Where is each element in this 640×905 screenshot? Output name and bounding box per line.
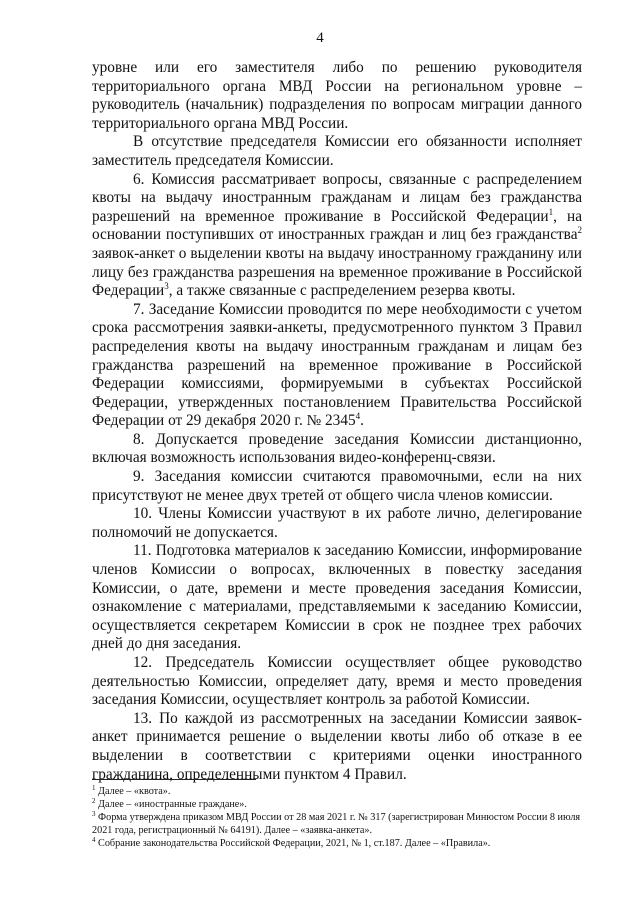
paragraph-item-6 (92, 171, 582, 301)
footnotes-section (92, 785, 582, 850)
footnote-divider (92, 779, 256, 780)
footnote-2 (92, 798, 582, 811)
footnote-ref: 3 (164, 281, 169, 292)
document-body (92, 59, 582, 784)
footnote-mark: 1 (92, 784, 96, 792)
page-number: 4 (316, 30, 324, 46)
paragraph-item-7 (92, 301, 582, 431)
footnote-4 (92, 837, 582, 850)
paragraph-item-12: 12. Председатель Комиссии осуществляет общее руководство деятельностью Комиссии, определяет дату, время и место проведения заседания Комиссии, осуществляет контроль за работой Комиссии. (92, 654, 582, 709)
footnote-text: Далее – «иностранные граждане». (95, 799, 247, 810)
footnote-mark: 4 (92, 836, 96, 844)
paragraph-text: , на основании поступивших от иностранных граждан и лиц без гражданства (92, 207, 583, 244)
footnote-3 (92, 811, 582, 837)
footnote-ref: 4 (355, 411, 361, 422)
footnote-mark: 2 (92, 797, 96, 805)
paragraph-text: . (360, 412, 364, 430)
paragraph-continuation: уровне или его заместителя либо по решению руководителя территориального органа МВД России на региональном уровне – руководитель (начальник) подразделения по вопросам миграции данного территориального органа МВД России. (92, 59, 582, 132)
paragraph-item-13: 13. По каждой из рассмотренных на заседании Комиссии заявок-анкет принимается решение о выделении квоты либо об отказе в ее выделении в соответствии с критериями оценки иностранного гражданина, определенными пунктом 4 Правил. (92, 709, 582, 783)
footnote-text: Далее – «квота». (95, 786, 171, 797)
paragraph-item-11: 11. Подготовка материалов к заседанию Комиссии, информирование членов Комиссии о вопросах, включенных в повестку заседания Комиссии, о дате, времени и месте проведения заседания Комиссии, ознакомление с материалами, представляемыми к заседанию Комиссии, осуществляется секретарем Комиссии в срок не позднее трех рабочих дней до дня заседания. (92, 542, 582, 653)
paragraph-text: 7. Заседание Комиссии проводится по мере необходимости с учетом срока рассмотрения заявки-анкеты, предусмотренного пунктом 3 Правил распределения квоты на выдачу иностранным гражданам и лицам без гражданства разрешений на временное проживание в Российской Федерации комиссиями, формируемыми в субъектах Российской Федерации, утвержденных постановлением Правительства Российской Федерации от 29 декабря 2020 г. № 2345 (92, 300, 582, 430)
paragraph-text: 6. Комиссия рассматривает вопросы, связанные с распределением квоты на выдачу иностранным гражданам и лицам без гражданства разрешений на временное проживание в Российской Федерации (92, 170, 582, 225)
footnote-1 (92, 785, 582, 798)
footnote-mark: 3 (92, 810, 96, 818)
footnote-ref: 2 (577, 225, 582, 236)
paragraph-text: , а также связанные с распределением резерва квоты. (168, 282, 516, 300)
paragraph-item-8: 8. Допускается проведение заседания Комиссии дистанционно, включая возможность использования видео-конференц-связи. (92, 430, 582, 467)
paragraph-text: заявок-анкет о выделении квоты на выдачу иностранному гражданину или лицу без гражданства разрешения на временное проживание в Российской Федерации (92, 244, 582, 300)
footnote-text: Форма утверждена приказом МВД России от 28 мая 2021 г. № 317 (зарегистрирован Минюстом России 8 июля 2021 года, регистрационный № 64191). Далее – «заявка-анкета». (92, 812, 581, 836)
paragraph-deputy-chair: В отсутствие председателя Комиссии его обязанности исполняет заместитель председателя Комиссии. (92, 133, 582, 169)
paragraph-item-10: 10. Члены Комиссии участвуют в их работе лично, делегирование полномочий не допускается. (92, 505, 582, 541)
footnote-text: Собрание законодательства Российской Федерации, 2021, № 1, ст.187. Далее – «Правила». (95, 838, 491, 849)
paragraph-item-9: 9. Заседания комиссии считаются правомочными, если на них присутствуют не менее двух третей от общего числа членов комиссии. (92, 468, 582, 504)
footnote-ref: 1 (548, 206, 554, 217)
